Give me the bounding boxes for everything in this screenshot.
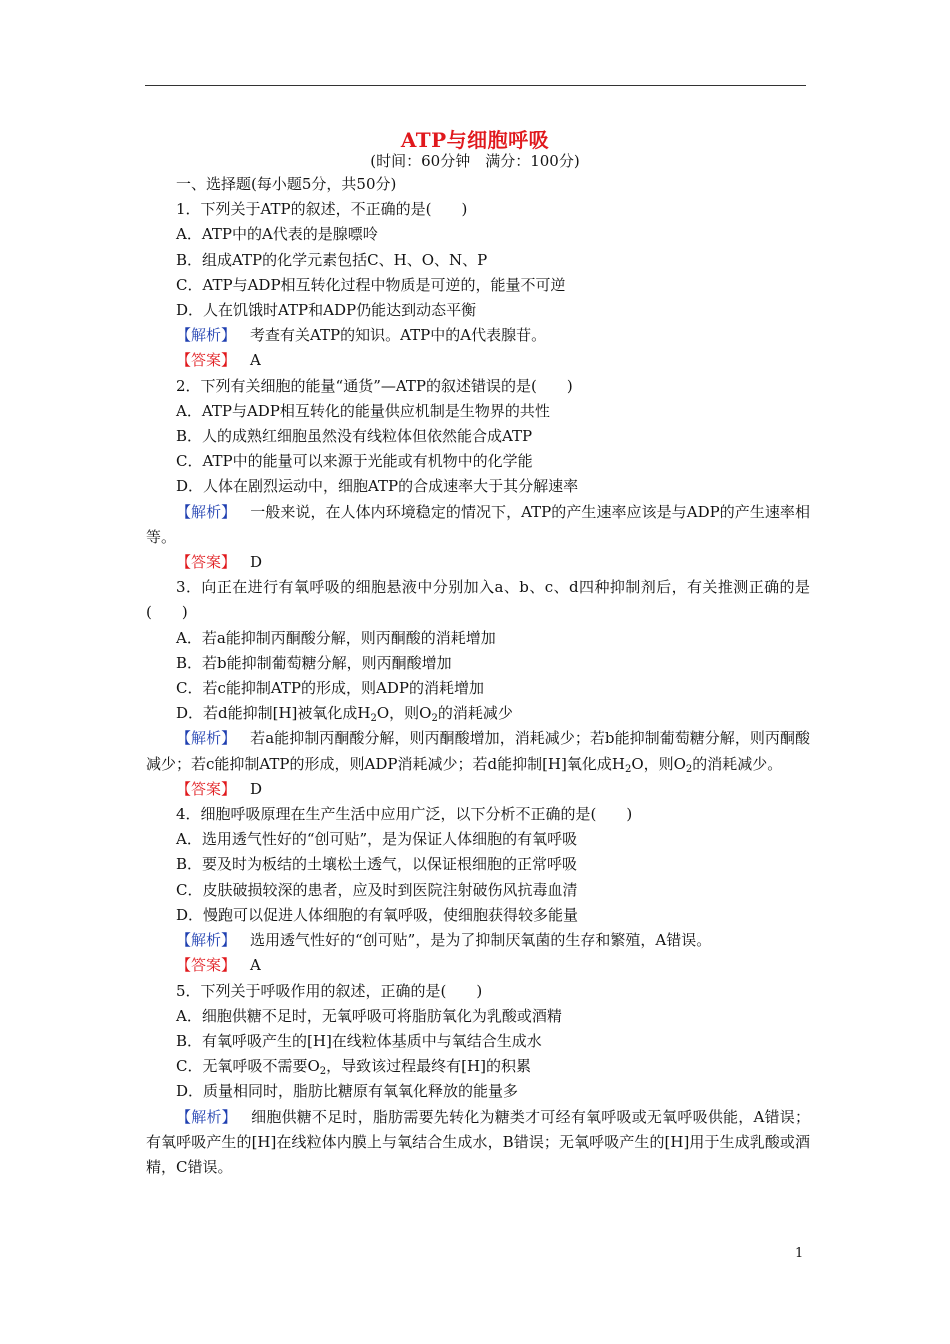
question-3-option-b: B．若b能抑制葡萄糖分解，则丙酮酸增加 xyxy=(176,653,452,672)
answer-text: D xyxy=(250,779,263,798)
question-1-answer xyxy=(146,348,810,373)
question-3-option-a: A．若a能抑制丙酮酸分解，则丙酮酸的消耗增加 xyxy=(176,628,496,647)
answer-tag: 【答案】 xyxy=(176,779,237,798)
analysis-tag: 【解析】 xyxy=(176,931,237,950)
question-1-option-c: C．ATP与ADP相互转化过程中物质是可逆的，能量不可逆 xyxy=(176,275,566,294)
question-5-analysis xyxy=(146,1105,810,1181)
question-4-stem: 4．细胞呼吸原理在生产生活中应用广泛，以下分析不正确的是( ) xyxy=(176,805,633,824)
question-2-option-b: B．人的成熟红细胞虽然没有线粒体但依然能合成ATP xyxy=(176,427,533,446)
question-1-analysis xyxy=(146,323,810,348)
answer-tag: 【答案】 xyxy=(176,351,237,370)
answer-text: D xyxy=(250,553,263,572)
question-3-option-c: C．若c能抑制ATP的形成，则ADP的消耗增加 xyxy=(176,679,484,698)
analysis-tag: 【解析】 xyxy=(176,1107,237,1126)
question-5-stem: 5．下列关于呼吸作用的叙述，正确的是( ) xyxy=(176,981,483,1000)
analysis-tag: 【解析】 xyxy=(176,502,237,521)
question-5-option-c: C．无氧呼吸不需要$O_2$，导致该过程最终有[H]的积累 xyxy=(176,1057,531,1078)
question-2-stem: 2．下列有关细胞的能量“通货”—ATP的叙述错误的是( ) xyxy=(176,376,573,395)
analysis-tag: 【解析】 xyxy=(176,729,237,748)
question-4-option-b: B．要及时为板结的土壤松土透气，以保证根细胞的正常呼吸 xyxy=(176,855,578,874)
question-4-answer xyxy=(146,953,810,978)
answer-text: A xyxy=(250,956,261,975)
analysis-tag: 【解析】 xyxy=(176,326,237,345)
question-1-option-a: A．ATP中的A代表的是腺嘌呤 xyxy=(176,225,378,244)
answer-tag: 【答案】 xyxy=(176,553,237,572)
answer-text: A xyxy=(250,351,261,370)
header-rule xyxy=(145,85,806,86)
document-body xyxy=(146,172,810,1180)
question-3-answer xyxy=(146,777,810,802)
question-4-option-d: D．慢跑可以促进人体细胞的有氧呼吸，使细胞获得较多能量 xyxy=(176,905,579,924)
question-2-option-d: D．人体在剧烈运动中，细胞ATP的合成速率大于其分解速率 xyxy=(176,477,579,496)
analysis-text: 细胞供糖不足时，脂肪需要先转化为糖类才可经有氧呼吸或无氧呼吸供能，A错误；有氧呼吸产生的[H]在线粒体内膜上与氧结合生成水，B错误；无氧呼吸产生的[H]用于生成乳酸或酒精，C错误。 xyxy=(146,1107,810,1176)
question-4-option-a: A．选用透气性好的“创可贴”，是为保证人体细胞的有氧呼吸 xyxy=(176,830,578,849)
page-title: ATP与细胞呼吸 xyxy=(400,128,550,152)
question-5-option-b: B．有氧呼吸产生的[H]在线粒体基质中与氧结合生成水 xyxy=(176,1031,542,1050)
question-3-analysis: 【解析】 若a能抑制丙酮酸分解，则丙酮酸增加，消耗减少；若b能抑制葡萄糖分解，则丙酮酸减少；若c能抑制ATP的形成，则ADP消耗减少；若d能抑制[H]氧化成$H_2O$，则$O_2$的消耗减少。 xyxy=(146,729,810,775)
page-number: 1 xyxy=(795,1246,804,1261)
section-heading: 一、选择题(每小题5分，共50分) xyxy=(176,175,397,193)
analysis-text: 选用透气性好的“创可贴”，是为了抑制厌氧菌的生存和繁殖，A错误。 xyxy=(250,931,712,950)
analysis-text: 考查有关ATP的知识。ATP中的A代表腺苷。 xyxy=(250,326,547,345)
question-5-option-d: D．质量相同时，脂肪比糖原有氧氧化释放的能量多 xyxy=(176,1082,519,1101)
question-4-option-c: C．皮肤破损较深的患者，应及时到医院注射破伤风抗毒血清 xyxy=(176,880,578,899)
question-1-stem: 1．下列关于ATP的叙述，不正确的是( ) xyxy=(176,200,468,219)
exam-info: (时间：60分钟 满分：100分) xyxy=(370,152,580,170)
question-1-option-d: D．人在饥饿时ATP和ADP仍能达到动态平衡 xyxy=(176,301,477,320)
question-2-option-c: C．ATP中的能量可以来源于光能或有机物中的化学能 xyxy=(176,452,533,471)
analysis-text: 一般来说，在人体内环境稳定的情况下，ATP的产生速率应该是与ADP的产生速率相等。 xyxy=(146,502,810,546)
question-2-option-a: A．ATP与ADP相互转化的能量供应机制是生物界的共性 xyxy=(176,401,550,420)
question-3-stem: 3．向正在进行有氧呼吸的细胞悬液中分别加入a、b、c、d四种抑制剂后，有关推测正确的是( ) xyxy=(146,578,810,622)
question-4-analysis xyxy=(146,928,810,953)
answer-tag: 【答案】 xyxy=(176,956,237,975)
question-3-option-d: D．若d能抑制[H]被氧化成$H_2O$，则$O_2$的消耗减少 xyxy=(176,704,513,725)
question-2-analysis xyxy=(146,500,810,550)
question-2-answer xyxy=(146,550,810,575)
question-1-option-b: B．组成ATP的化学元素包括C、H、O、N、P xyxy=(176,250,488,269)
question-5-option-a: A．细胞供糖不足时，无氧呼吸可将脂肪氧化为乳酸或酒精 xyxy=(176,1006,562,1025)
